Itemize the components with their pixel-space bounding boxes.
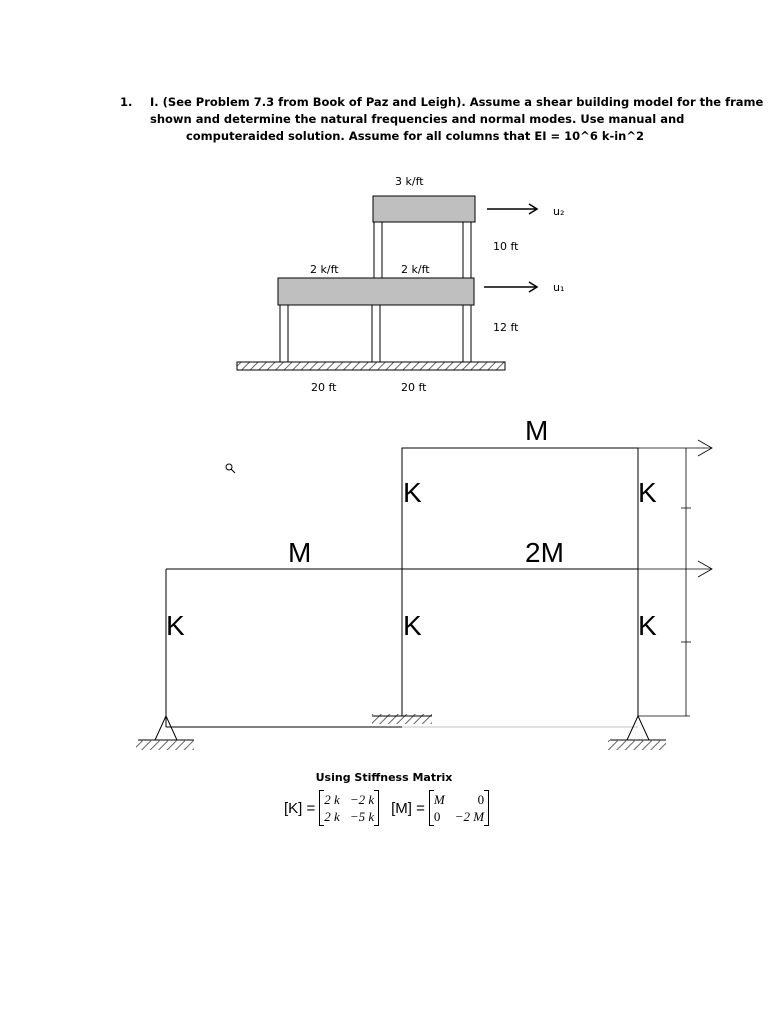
m-cell-21: 0	[433, 809, 441, 824]
matrix-caption: Using Stiffness Matrix	[315, 771, 453, 784]
left-mass-label: M	[288, 537, 312, 568]
left-load-label: 2 k/ft	[310, 263, 339, 276]
k-label-lower-middle: K	[403, 610, 422, 641]
k-matrix	[319, 790, 379, 826]
top-mass-label: M	[525, 415, 549, 446]
lower-columns	[280, 305, 471, 362]
ground-hatch	[237, 362, 505, 370]
problem-number: 1.	[120, 95, 133, 109]
k-matrix-label: [K] =	[284, 799, 316, 817]
k-cell-12: −2 k	[349, 792, 375, 807]
upper-frame	[402, 448, 638, 569]
u2-label: u₂	[553, 205, 565, 218]
model-figure	[0, 410, 768, 770]
pin-support-left	[136, 716, 194, 750]
right-load-label: 2 k/ft	[401, 263, 430, 276]
k-cell-22: −5 k	[349, 809, 375, 824]
right-span-label: 20 ft	[401, 381, 427, 394]
m-matrix	[429, 790, 489, 826]
problem-line-3: computeraided solution. Assume for all columns that EI = 10^6 k-in^2	[185, 129, 645, 143]
top-load-label: 3 k/ft	[395, 175, 424, 188]
u1-label: u₁	[553, 281, 565, 294]
k-label-upper-right: K	[638, 477, 657, 508]
upper-slab	[373, 196, 475, 222]
matrix-equations	[284, 788, 489, 828]
left-span-label: 20 ft	[311, 381, 337, 394]
magnifier-icon	[226, 464, 235, 473]
u2-arrow	[487, 204, 537, 214]
lower-slab	[278, 278, 474, 305]
m-cell-12: 0	[477, 792, 485, 807]
frame-figure	[0, 0, 768, 410]
lower-height-label: 12 ft	[493, 321, 519, 334]
upper-height-label: 10 ft	[493, 240, 519, 253]
u1-arrow	[484, 282, 537, 292]
k-label-lower-left: K	[166, 610, 185, 641]
middle-mass-label: 2M	[525, 537, 564, 568]
fixed-support-middle	[372, 714, 432, 724]
k-label-lower-right: K	[638, 610, 657, 641]
k-cell-11: 2 k	[324, 792, 340, 807]
k-cell-21: 2 k	[324, 809, 340, 824]
problem-line-2: shown and determine the natural frequencies and normal modes. Use manual and	[150, 112, 685, 126]
m-cell-11: M	[433, 792, 445, 807]
problem-line-1: I. (See Problem 7.3 from Book of Paz and Leigh). Assume a shear building model for the frame	[150, 95, 764, 109]
m-matrix-label: [M] =	[391, 799, 425, 817]
k-label-upper-left: K	[403, 477, 422, 508]
pin-support-right	[608, 716, 666, 750]
m-cell-22: −2 M	[454, 809, 485, 824]
